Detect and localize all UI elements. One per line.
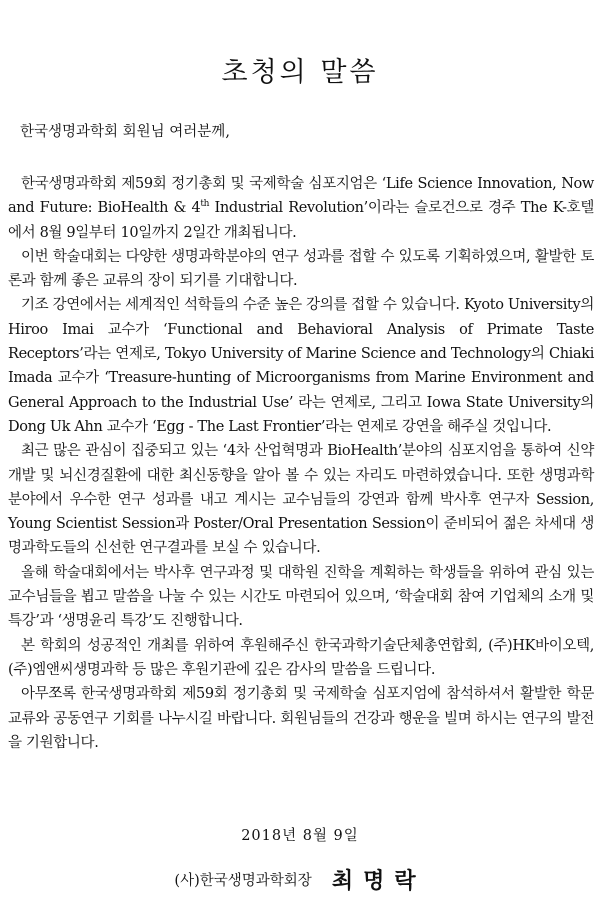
paragraph-1 [8, 172, 594, 245]
paragraph-6: 본 학회의 성공적인 개최를 위하여 후원해주신 한국과학기술단체총연합회, (주)HK바이오텍, (주)엠앤씨생명과학 등 많은 후원기관에 깊은 감사의 말씀을 드립니다. [8, 637, 594, 678]
greeting: 한국생명과학회 회원님 여러분께, [20, 124, 230, 140]
paragraph-7: 아무쪼록 한국생명과학회 제59회 정기총회 및 국제학술 심포지엄에 참석하셔서 활발한 학문교류와 공동연구 기회를 나누시길 바랍니다. 회원님들의 건강과 행운을 빌며 하시는 연구의 발전을 기원합니다. [8, 686, 594, 751]
paragraph-5: 올해 학술대회에서는 박사후 연구과정 및 대학원 진학을 계획하는 학생들을 위하여 관심 있는 교수님들을 뵙고 말씀을 나눌 수 있는 시간도 마련되어 있으며, ‘학술대회 참여 기업체의 소개 및 특강’과 ‘생명윤리 특강’도 진행합니다. [8, 564, 594, 630]
signature-name: 최명락 [331, 869, 426, 894]
paragraph-3: 기조 강연에서는 세계적인 석학들의 수준 높은 강의를 접할 수 있습니다. Kyoto University의 Hiroo Imai 교수가 ‘Functional and Behavioral Analysis of Primate Taste Receptors’라는 연제로, Tokyo University of Marine Science and Technology의 Chiaki Imada 교수가 ‘Treasure-hunting of Microorganisms from Marine Environment and General Approach to the Industrial Use’ 라는 연제로, 그리고 Iowa State University의 Dong Uk Ahn 교수가 ‘Egg - The Last Frontier’라는 연제로 강연을 해주실 것입니다. [8, 297, 594, 435]
signature-block [0, 864, 600, 895]
paragraph-2: 이번 학술대회는 다양한 생명과학분야의 연구 성과를 접할 수 있도록 기획하였으며, 활발한 토론과 함께 좋은 교류의 장이 되기를 기대합니다. [8, 248, 594, 290]
letter-body [8, 172, 594, 755]
signature-org: (사)한국생명과학회장 [174, 873, 312, 889]
paragraph-1-text-b: Industrial Revolution’이라는 슬로건으로 경주 The K-호텔에서 8월 9일부터 10일까지 2일간 개최됩니다. [8, 200, 594, 241]
page-title: 초청의 말씀 [221, 57, 379, 89]
superscript-th: th [200, 199, 210, 210]
paragraph-4: 최근 많은 관심이 집중되고 있는 ‘4차 산업혁명과 BioHealth’분야의 심포지엄을 통하여 신약개발 및 뇌신경질환에 대한 최신동향을 알아 볼 수 있는 자리도 마련하였습니다. 또한 생명과학분야에서 우수한 연구 성과를 내고 계시는 교수님들의 강연과 함께 박사후 연구자 Session, Young Scientist Session과 Poster/Oral Presentation Session이 준비되어 젊은 차세대 생명과학도들의 신선한 연구결과를 보실 수 있습니다. [8, 443, 594, 557]
paragraph-1-text-a: 한국생명과학회 제59회 정기총회 및 국제학술 심포지엄은 ‘Life Science Innovation, Now and Future: BioHealth & 4 [8, 176, 594, 217]
letter-date: 2018년 8월 9일 [241, 828, 359, 844]
